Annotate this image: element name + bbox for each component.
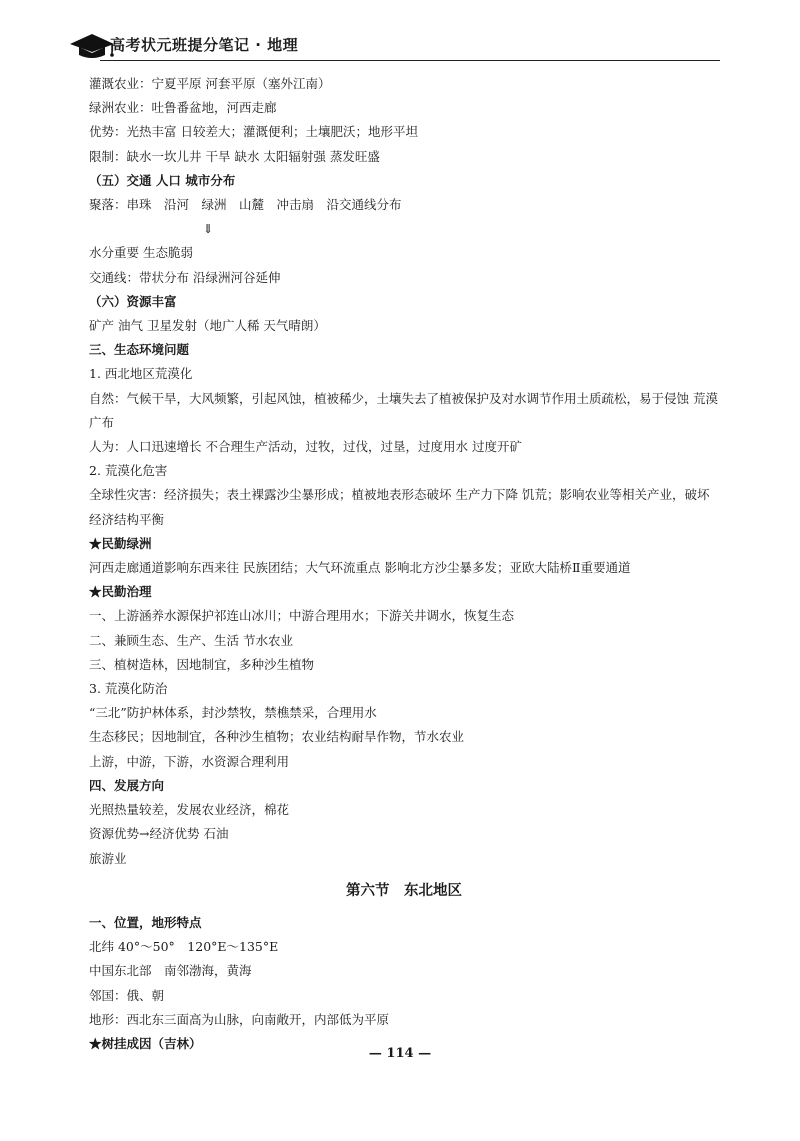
text-line: 水分重要 生态脆弱 <box>89 245 193 261</box>
subheading: ★树挂成因（吉林） <box>89 1035 202 1051</box>
subheading: ★民勤治理 <box>89 584 152 600</box>
text-line: 地形：西北东三面高为山脉，向南敞开，内部低为平原 <box>89 1011 390 1027</box>
text-line: 生态移民；因地制宜，各种沙生植物；农业结构耐旱作物，节水农业 <box>89 729 465 745</box>
page-header <box>70 28 720 62</box>
header-title: 高考状元班提分笔记 · 地理 <box>110 36 299 54</box>
text-line: “三北”防护林体系，封沙禁牧，禁樵禁采，合理用水 <box>89 705 377 721</box>
text-line: 中国东北部 南邻渤海，黄海 <box>89 963 252 979</box>
text-line: 一、上游涵养水源保护祁连山冰川；中游合理用水；下游关井调水，恢复生态 <box>89 608 515 624</box>
section-title: 第六节 东北地区 <box>346 881 462 899</box>
text-line: 3. 荒漠化防治 <box>89 681 168 697</box>
text-line: 灌溉农业：宁夏平原 河套平原（塞外江南） <box>89 76 331 91</box>
text-line: 优势：光热丰富 日较差大；灌溉便利；土壤肥沃；地形平坦 <box>89 124 418 140</box>
text-line: 2. 荒漠化危害 <box>89 463 168 479</box>
text-line: 北纬 40°～50° 120°E～135°E <box>89 939 279 955</box>
text-line: 人为：人口迅速增长 不合理生产活动，过牧，过伐，过垦，过度用水 过度开矿 <box>89 439 522 455</box>
text-line: 旅游业 <box>89 850 127 866</box>
subheading: （五）交通 人口 城市分布 <box>89 172 236 188</box>
subheading: 一、位置，地形特点 <box>89 914 202 930</box>
text-line: 自然：气候干旱，大风频繁，引起风蚀，植被稀少，土壤失去了植被保护及对水调节作用土质疏松，易于侵蚀 荒漠广布 <box>89 390 718 430</box>
text-line: 上游，中游，下游，水资源合理利用 <box>89 753 290 769</box>
text-line: 资源优势→经济优势 石油 <box>89 826 229 842</box>
subheading: （六）资源丰富 <box>89 293 177 309</box>
text-line: 限制：缺水一坎儿井 干旱 缺水 太阳辐射强 蒸发旺盛 <box>89 148 380 164</box>
notes-block-1 <box>89 72 719 871</box>
text-line: 光照热量较差，发展农业经济，棉花 <box>89 802 290 818</box>
subheading: 三、生态环境问题 <box>89 342 190 358</box>
text-line: 邻国：俄、朝 <box>89 987 165 1003</box>
text-line: 矿产 油气 卫星发射（地广人稀 天气晴朗） <box>89 318 326 334</box>
text-line: 全球性灾害：经济损失；表土裸露沙尘暴形成；植被地表形态破坏 生产力下降 饥荒；影响农业等相关产业，破坏经济结构平衡 <box>89 487 710 527</box>
text-line: 交通线：带状分布 沿绿洲河谷延伸 <box>89 269 281 285</box>
subheading: 四、发展方向 <box>89 777 165 793</box>
page-content <box>89 72 719 1056</box>
text-line: 1. 西北地区荒漠化 <box>89 366 193 382</box>
down-arrow-icon: ⇓ <box>203 221 214 237</box>
text-line: 绿洲农业：吐鲁番盆地，河西走廊 <box>89 100 277 116</box>
subheading: ★民勤绿洲 <box>89 535 152 551</box>
text-line: 二、兼顾生态、生产、生活 节水农业 <box>89 632 293 648</box>
text-line: 聚落：串珠 沿河 绿洲 山麓 冲击扇 沿交通线分布 <box>89 197 402 213</box>
text-line: 三、植树造林，因地制宜，多种沙生植物 <box>89 656 315 672</box>
page-number: — 114 — <box>368 1046 432 1061</box>
text-line: 河西走廊通道影响东西来往 民族团结；大气环流重点 影响北方沙尘暴多发；亚欧大陆桥Ⅱ重要通道 <box>89 560 631 576</box>
header-rule <box>100 60 720 61</box>
notes-block-2 <box>89 911 719 1056</box>
